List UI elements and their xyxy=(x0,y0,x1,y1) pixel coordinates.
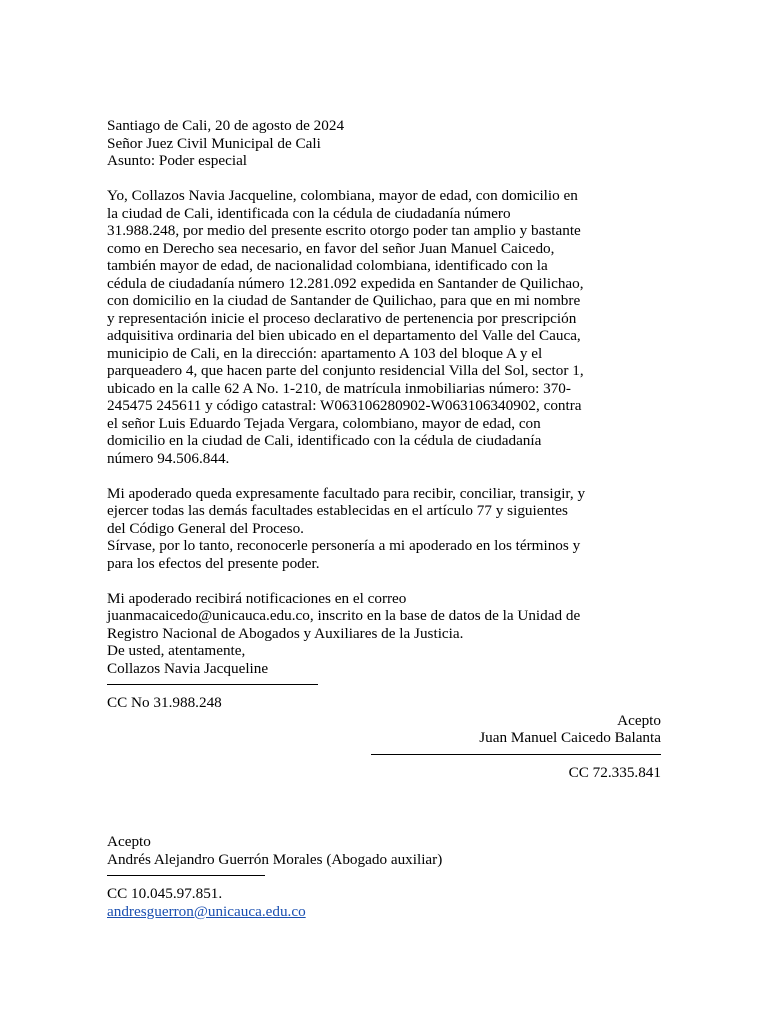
text-line: juanmacaicedo@unicauca.edu.co, inscrito en la base de datos de la Unidad de xyxy=(107,607,581,624)
attorney-name: Juan Manuel Caicedo Balanta xyxy=(479,729,661,746)
text-line: del Código General del Proceso. xyxy=(107,519,304,537)
text-line: Mi apoderado queda expresamente facultado para recibir, conciliar, transigir, y xyxy=(107,484,586,502)
text-line: número 94.506.844. xyxy=(107,449,230,467)
text-line: municipio de Cali, en la dirección: apartamento A 103 del bloque A y el xyxy=(107,344,543,362)
auxiliary-signature-line xyxy=(107,875,265,876)
text-line: también mayor de edad, de nacionalidad colombiana, identificado con la xyxy=(107,257,548,274)
place-date: Santiago de Cali, 20 de agosto de 2024 xyxy=(107,117,345,134)
paragraph-powers xyxy=(107,485,661,573)
paragraph-notifications xyxy=(107,590,661,678)
text-line: como en Derecho sea necesario, en favor del señor Juan Manuel Caicedo, xyxy=(107,239,555,257)
text-line: la ciudad de Cali, identificada con la cédula de ciudadanía número xyxy=(107,204,511,222)
grantor-signature-line xyxy=(107,684,318,685)
text-line: 31.988.248, por medio del presente escrito otorgo poder tan amplio y bastante xyxy=(107,222,581,239)
attorney-accept: Acepto xyxy=(617,711,661,729)
text-line: Sírvase, por lo tanto, reconocerle personería a mi apoderado en los términos y xyxy=(107,537,581,554)
auxiliary-cc: CC 10.045.97.851. xyxy=(107,885,223,902)
closing: De usted, atentamente, xyxy=(107,642,246,659)
grantor-name: Collazos Navia Jacqueline xyxy=(107,659,269,677)
text-line: 245475 245611 y código catastral: W063106280902-W063106340902, contra xyxy=(107,397,582,414)
recipient: Señor Juez Civil Municipal de Cali xyxy=(107,134,321,152)
text-line: parqueadero 4, que hacen parte del conjunto residencial Villa del Sol, sector 1, xyxy=(107,362,584,379)
text-line: el señor Luis Eduardo Tejada Vergara, colombiano, mayor de edad, con xyxy=(107,414,541,432)
text-line: y representación inicie el proceso declarativo de pertenencia por prescripción xyxy=(107,309,577,327)
text-line: adquisitiva ordinaria del bien ubicado en el departamento del Valle del Cauca, xyxy=(107,327,581,344)
attorney-signature-line xyxy=(371,754,661,755)
subject: Asunto: Poder especial xyxy=(107,152,248,169)
attorney-cc: CC 72.335.841 xyxy=(568,763,661,781)
auxiliary-name: Andrés Alejandro Guerrón Morales (Abogado auxiliar) xyxy=(107,850,443,868)
paragraph-grant xyxy=(107,187,661,467)
grantor-cc: CC No 31.988.248 xyxy=(107,694,222,711)
auxiliary-email-link[interactable]: andresguerron@unicauca.edu.co xyxy=(107,902,306,920)
text-line: ejercer todas las demás facultades establecidas en el artículo 77 y siguientes xyxy=(107,502,568,519)
grantor-signature-area xyxy=(107,677,661,694)
auxiliary-accept: Acepto xyxy=(107,833,151,850)
text-line: Mi apoderado recibirá notificaciones en el correo xyxy=(107,589,407,607)
auxiliary-signature-area xyxy=(107,868,661,885)
text-line: domicilio en la ciudad de Cali, identificado con la cédula de ciudadanía xyxy=(107,432,542,449)
text-line: Registro Nacional de Abogados y Auxiliares de la Justicia. xyxy=(107,624,464,642)
text-line: para los efectos del presente poder. xyxy=(107,554,320,572)
document-page xyxy=(107,117,661,920)
text-line: ubicado en la calle 62 A No. 1-210, de matrícula inmobiliarias número: 370- xyxy=(107,379,571,397)
text-line: cédula de ciudadanía número 12.281.092 expedida en Santander de Quilichao, xyxy=(107,274,584,292)
text-line: con domicilio en la ciudad de Santander de Quilichao, para que en mi nombre xyxy=(107,292,581,309)
text-line: Yo, Collazos Navia Jacqueline, colombiana, mayor de edad, con domicilio en xyxy=(107,187,578,204)
attorney-signature-area xyxy=(107,747,661,764)
